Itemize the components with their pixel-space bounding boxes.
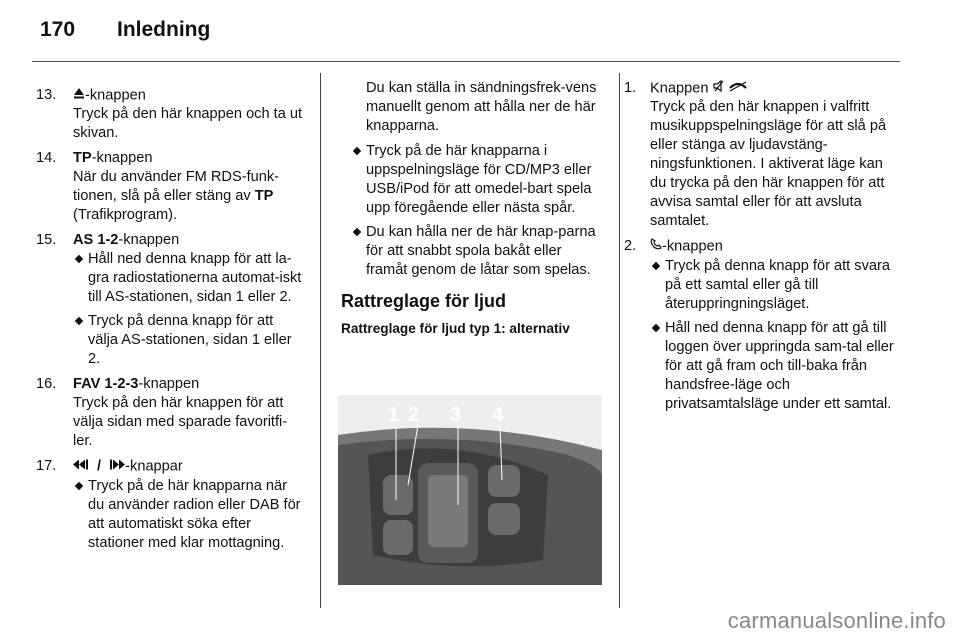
column-divider-1: [320, 73, 321, 608]
column-divider-2: [619, 73, 620, 608]
mute-hangup-icon: [713, 79, 749, 98]
page-number: 170: [40, 18, 76, 41]
list-item-16: 16. FAV 1-2-3-knappen Tryck på den här knappen för att välja sidan med sparade favoritfi-ler.: [36, 376, 288, 450]
bullet: Tryck på denna knapp för att svara på ett samtal eller gå till återuppringningsläget.: [650, 257, 900, 314]
section-title: Rattreglage för ljud: [341, 291, 507, 311]
column-2: Du kan ställa in sändningsfrek-vens manuellt genom att hålla ner de här knapparna. Tryck på de här knapparna i uppspelningsläge för CD/MP3 eller USB/iPod för att omedel-bart spela upp föregående eller nästa spår. Du kan hålla ner de här knap-parna för att snabbt spola bakåt eller framåt genom de låtar som spelas. Rattreglage för ljud Rattreglage för ljud typ 1: alternativ: [341, 79, 603, 352]
figure-label-4: 4: [492, 404, 504, 426]
subsection-title: Rattreglage för ljud typ 1: alternativ: [341, 321, 570, 336]
bullet: Håll ned denna knapp för att la-gra radiostationerna automat-iskt till AS-stationen, sidan 1 eller 2.: [73, 250, 304, 307]
list-item-17: 17. / -knappar Tryck på de här knapparna när du använder radion eller DAB för att automatiskt söka efter stationer med klar mottagning.: [36, 457, 304, 552]
list-item-2: 2. -knappen Tryck på denna knapp för att svara på ett samtal eller gå till återuppringningsläget. Håll ned denna knapp för att gå till loggen över uppringda sam-tal eller för att gå fram och till-baka från handsfree-läge och privatsamtalsläge under ett samtal.: [624, 237, 900, 413]
watermark: carmanualsonline.info: [727, 608, 946, 633]
figure-label-2: 2: [408, 404, 420, 426]
bullet: Tryck på denna knapp för att välja AS-stationen, sidan 1 eller 2.: [73, 312, 304, 369]
eject-icon: [73, 86, 85, 105]
bullet: Håll ned denna knapp för att gå till loggen över uppringda sam-tal eller för att gå fram och till-baka från handsfree-läge och privatsamtalsläge under ett samtal.: [650, 319, 900, 414]
seek-back-icon: [73, 457, 93, 476]
page-title: Inledning: [117, 18, 211, 41]
bullet: Tryck på de här knapparna när du använder radion eller DAB för att automatiskt söka efter stationer med klar mottagning.: [73, 477, 304, 553]
figure-label-1: 1: [388, 404, 400, 426]
bullet: Du kan hålla ner de här knap-parna för att snabbt spola bakåt eller framåt genom de låtar som spelas.: [351, 223, 603, 280]
phone-icon: [650, 237, 662, 256]
list-item-14: 14. TP-knappen När du använder FM RDS-funk-tionen, slå på eller stäng av TP (Trafikprogram).: [36, 150, 280, 224]
seek-forward-icon: [105, 457, 125, 476]
header-divider: [32, 61, 900, 62]
column-1: [36, 86, 304, 559]
list-item-13: 13. -knappen Tryck på den här knappen och ta ut skivan.: [36, 87, 303, 142]
list-item-15: 15. AS 1-2-knappen Håll ned denna knapp för att la-gra radiostationerna automat-iskt till AS-stationen, sidan 1 eller 2. Tryck på denna knapp för att välja AS-stationen, sidan 1 eller 2.: [36, 231, 304, 369]
bullet: Tryck på de här knapparna i uppspelningsläge för CD/MP3 eller USB/iPod för att omedel-bart spela upp föregående eller nästa spår.: [351, 142, 603, 218]
steering-wheel-controls-photo: [338, 395, 602, 585]
column-3: [624, 79, 900, 420]
list-item-1: 1. Knappen Tryck på den här knappen i valfritt musikuppspelningsläge för att slå på eller stänga av ljudavstäng-ningsfunktionen. I aktiverat läge kan du trycka på den här knappen för att avvisa samtal eller för att avsluta samtalet.: [624, 80, 887, 230]
figure-label-3: 3: [450, 404, 462, 426]
